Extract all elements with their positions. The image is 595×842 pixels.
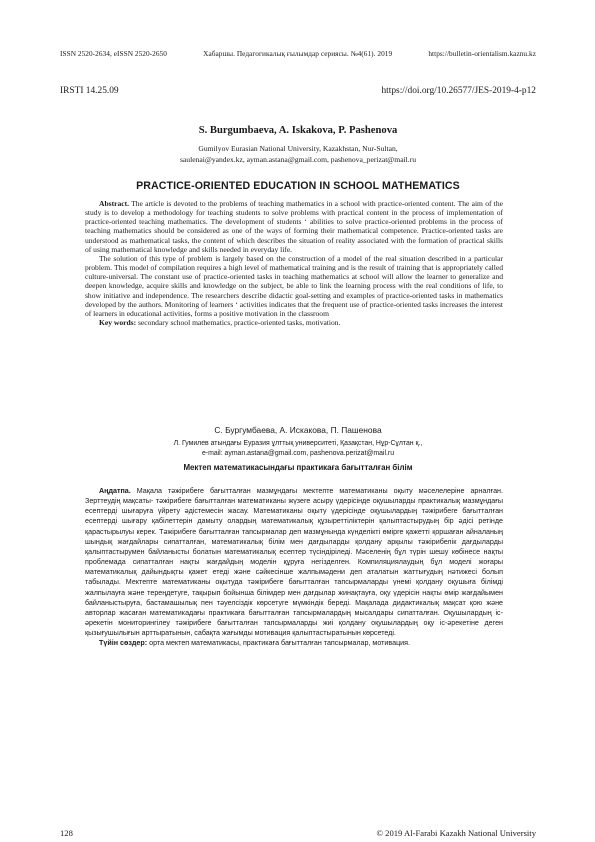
abstract-en	[85, 199, 503, 327]
affiliation-kz	[60, 439, 536, 460]
affiliation-en	[60, 143, 536, 165]
title-kz: Мектеп математикасындағы практикаға бағытталған білім	[183, 463, 413, 472]
keywords-kz-label: Түйін сөздер:	[99, 639, 148, 648]
doi-link[interactable]: https://doi.org/10.26577/JES-2019-4-p12	[381, 86, 536, 96]
irsti-code: IRSTI 14.25.09	[60, 86, 119, 96]
affiliation-kz-university: Л. Гумилев атындағы Еуразия ұлттық университеті, Қазақстан, Нұр-Сұлтан қ.,	[173, 440, 423, 447]
abstract-en-text-1: The article is devoted to the problems of teaching mathematics in a school with practice-oriented content. The aim of the study is to develop a methodology for teaching students to solve problems with practical content in the process of implementation of practice-oriented teaching mathematics. The development of students ‘ abilities to solve practice-oriented problems in the process of teaching mathematics should be considered as one of the ways of forming their mathematical competence. Practice-oriented tasks are understood as mathematical tasks, the content of which describes the situation of reality associated with the formation of practical skills of using mathematical knowledge and skills needed in everyday life.	[85, 199, 503, 254]
journal-url[interactable]: https://bulletin-orientalism.kaznu.kz	[428, 49, 536, 58]
issn: ISSN 2520-2634, eISSN 2520-2650	[60, 49, 167, 58]
journal-name: Хабаршы. Педагогикалық ғылымдар сериясы. №4(61). 2019	[203, 49, 393, 58]
abstract-en-paragraph-1	[85, 199, 503, 254]
affiliation-kz-emails: e-mail: ayman.astana@gmail.com, pashenova.perizat@mail.ru	[201, 450, 395, 458]
page-footer	[60, 828, 536, 838]
abstract-en-paragraph-2: The solution of this type of problem is largely based on the construction of a model of the real situation described in a particular problem. This model of compilation requires a high level of mathematical training and is the result of training that is appropriately called culture-universal. The constant use of practice-oriented tasks in teaching mathematics at school will allow the learner to generalize and deepen knowledge, acquire skills and knowledge on the subject, be able to link the learning process with the real conditions of life, to show initiative and independence. The researchers describe didactic goal-setting and examples of practice-oriented tasks in mathematics developed by the authors. Monitoring of learners ‘ activities indicates that the frequent use of practice-oriented tasks increases the interest of learners in educational activities, forms a positive motivation in the classroom	[85, 253, 503, 318]
keywords-en-label: Key words:	[99, 318, 137, 328]
abstract-kz-label: Аңдатпа.	[99, 487, 131, 495]
keywords-kz	[85, 638, 503, 648]
abstract-kz	[85, 486, 503, 649]
affiliation-en-university: Gumilyov Eurasian National University, Kazakhstan, Nur-Sultan,	[198, 144, 398, 153]
article-meta	[60, 86, 536, 96]
copyright: © 2019 Al-Farabi Kazakh National University	[376, 828, 536, 838]
keywords-en-text: secondary school mathematics, practice-oriented tasks, motivation.	[136, 318, 341, 328]
abstract-kz-text-1: Мақала тәжірибеге бағытталған мазмұндағы мектепте математиканы оқыту мәселелеріне арналған. Зерттеудің мақсаты- тәжірибеге бағытталған математиканы жүзеге асыру үдерісінде оқушыларды практикалық мазмұндағы есептерді шығаруға үйрету әдістемесін жасау. Математиканы оқыту үдерісінде оқушылардың тәжірибеге бағытталған есептерді шығару қабілеттерін дамыту олардың математикалық құзыреттіліктерін қалыптастырудың бір әдісі ретінде қарастырылуы керек. Тәжірибеге бағытталған тапсырмалар деп мазмұнында күнделікті өмірге қажетті қоршаған айналаның шындық жағдайлары сипатталған, математикалық білім мен дағдыларды қолдану арқылы тәжірибелік дағдыларды қалыптастырумен байланысты болатын математикалық есептер түсіндіріледі. Мәселенің бұл түрін шешу көбінесе нақты проблемада сипатталған нақты жағдайдың моделін құруға негізделген. Компиляциялаудың бұл моделі жоғары математикалық дайындықты қажет етеді және сәйкесінше жалпымәдени деп аталатын жаттығудың нәтижесі болып табылады. Мектепте математиканы оқытуда тәжірибеге бағытталған тапсырмаларды үнемі қолдану оқушыға білімді жалпылауға және тереңдетуге, тақырып бойынша білімдер мен дағдылар жинақтауға, оқу үдерісін нақты өмір жағдайымен байланыстыруға, бастамашылық пен тәуелсіздік көрсетуге мүмкіндік береді. Мақалада дидактикалық мақсат қою және авторлар жасаған математикадағы практикаға бағытталған тапсырмалардың мысалдары сипатталған. Оқушылардың іс-әрекетін мониторингілеу тәжірибеге бағытталған тапсырмаларды жиі қолдану оқушылардың оқу іс-әрекетіне деген қызығушылығын арттыратынын, сабақта жағымды мотивация қалыптастыратынын көрсетеді.	[85, 487, 503, 638]
title-en: PRACTICE-ORIENTED EDUCATION IN SCHOOL MATHEMATICS	[136, 180, 460, 192]
page-number: 128	[60, 828, 73, 838]
abstract-en-label: Abstract.	[99, 199, 129, 208]
keywords-en	[85, 318, 503, 327]
authors-en: S. Burgumbaeva, A. Iskakova, P. Pashenova	[198, 125, 398, 136]
abstract-kz-paragraph-1	[85, 486, 503, 638]
running-header	[60, 49, 536, 58]
affiliation-en-emails: saulenai@yandex.kz, ayman.astana@gmail.com, pashenova_perizat@mail.ru	[179, 155, 417, 164]
keywords-kz-text: орта мектеп математикасы, практикаға бағытталған тапсырмалар, мотивация.	[147, 639, 411, 648]
authors-kz: С. Бургумбаева, А. Искакова, П. Пашенова	[214, 425, 382, 435]
